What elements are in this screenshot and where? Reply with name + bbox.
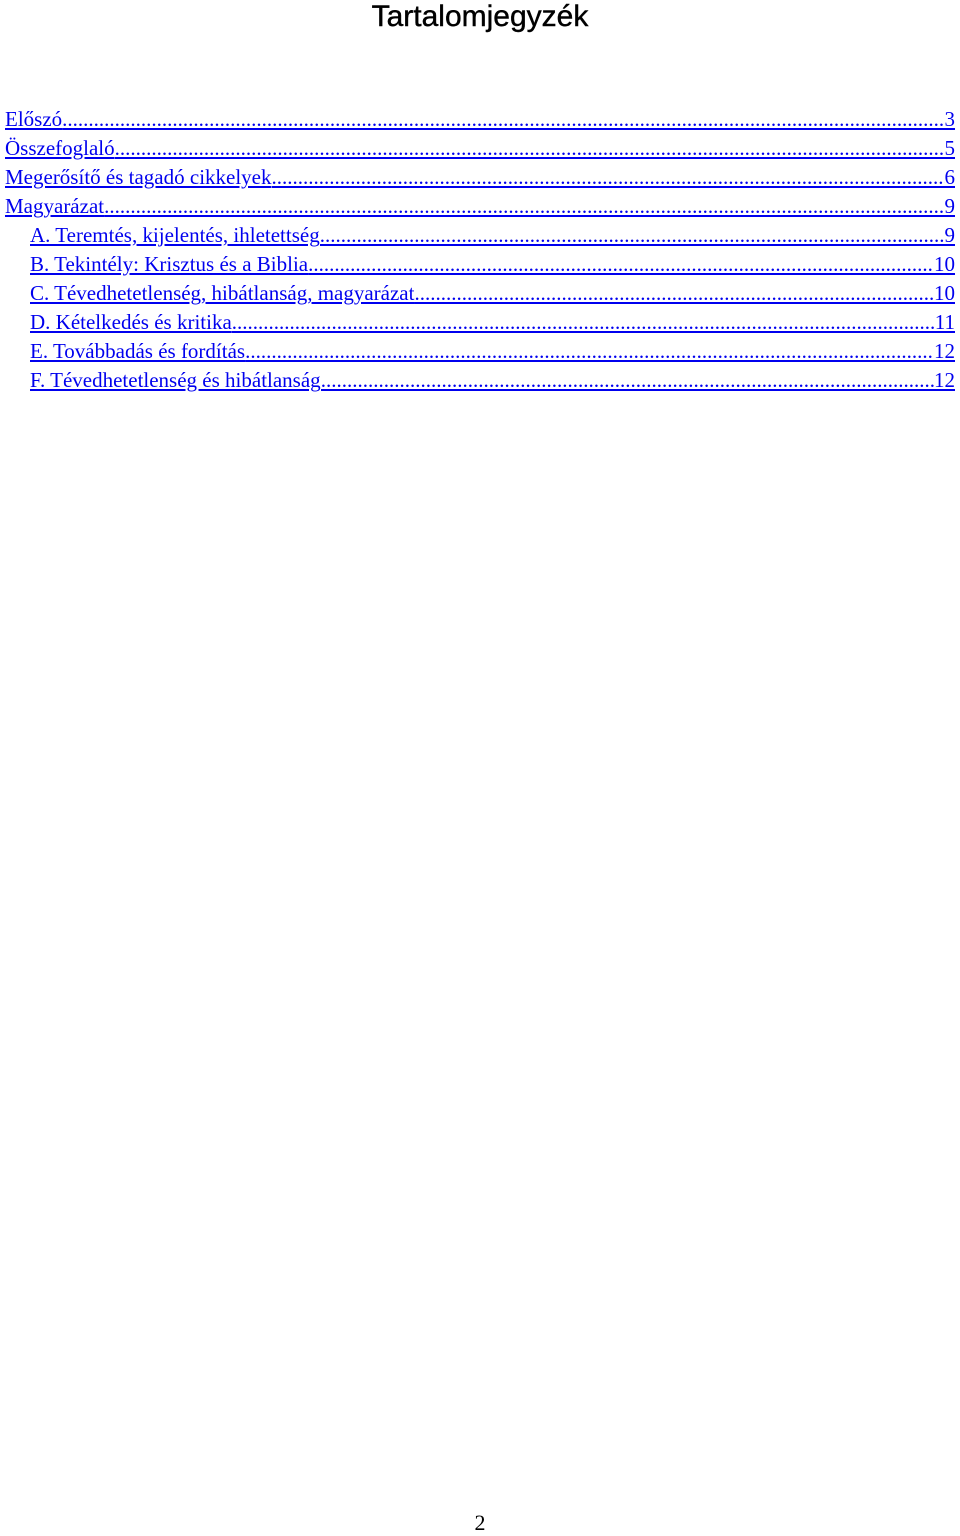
toc-entry-title: B. Tekintély: Krisztus és a Biblia <box>30 252 309 276</box>
toc-page-number: 11 <box>934 310 955 334</box>
toc-entry-title: D. Kételkedés és kritika <box>30 310 232 334</box>
page-title: Tartalomjegyzék <box>371 0 589 33</box>
toc-entry-b-tekintely[interactable] <box>5 250 955 279</box>
toc-entry-title: Előszó <box>5 107 63 131</box>
toc-entry-title: Magyarázat <box>5 194 105 218</box>
toc-entry-title: E. Továbbadás és fordítás <box>30 339 246 363</box>
toc-dot-leader <box>414 279 934 308</box>
toc-dot-leader <box>232 308 935 337</box>
toc-dot-leader <box>104 192 944 221</box>
toc-entry-magyarazat[interactable] <box>5 192 955 221</box>
toc-entry-title: Megerősítő és tagadó cikkelyek <box>5 165 272 189</box>
toc-page-number: 5 <box>944 136 955 160</box>
toc-entry-a-teremtes[interactable] <box>5 221 955 250</box>
toc-entry-title: Összefoglaló <box>5 136 115 160</box>
toc-entry-e-tovabbadas[interactable] <box>5 337 955 366</box>
toc-dot-leader <box>245 337 934 366</box>
toc-entry-f-tevedhetetlenseg-es-hibatlansag[interactable] <box>5 366 955 395</box>
table-of-contents <box>5 105 955 395</box>
toc-page-number: 10 <box>934 281 955 305</box>
toc-entry-eloszo[interactable] <box>5 105 955 134</box>
toc-dot-leader <box>308 250 934 279</box>
toc-dot-leader <box>320 221 945 250</box>
toc-entry-osszefoglalo[interactable] <box>5 134 955 163</box>
toc-entry-d-ketelkedes[interactable] <box>5 308 955 337</box>
toc-page-number: 6 <box>944 165 955 189</box>
toc-page-number: 12 <box>934 368 955 392</box>
toc-page-number: 9 <box>944 223 955 247</box>
toc-entry-title: A. Teremtés, kijelentés, ihletettség <box>30 223 320 247</box>
toc-entry-title: F. Tévedhetetlenség és hibátlanság <box>30 368 321 392</box>
toc-page-number: 10 <box>934 252 955 276</box>
page-number: 2 <box>474 1510 486 1535</box>
toc-page-number: 9 <box>944 194 955 218</box>
toc-dot-leader <box>321 366 934 395</box>
toc-dot-leader <box>272 163 945 192</box>
toc-dot-leader <box>62 105 944 134</box>
toc-entry-megerosito-es-tagado-cikkelyek[interactable] <box>5 163 955 192</box>
toc-dot-leader <box>115 134 945 163</box>
toc-entry-title: C. Tévedhetetlenség, hibátlanság, magyarázat <box>30 281 415 305</box>
toc-entry-c-tevedhetetlenseg[interactable] <box>5 279 955 308</box>
toc-page-number: 12 <box>934 339 955 363</box>
toc-page-number: 3 <box>944 107 955 131</box>
